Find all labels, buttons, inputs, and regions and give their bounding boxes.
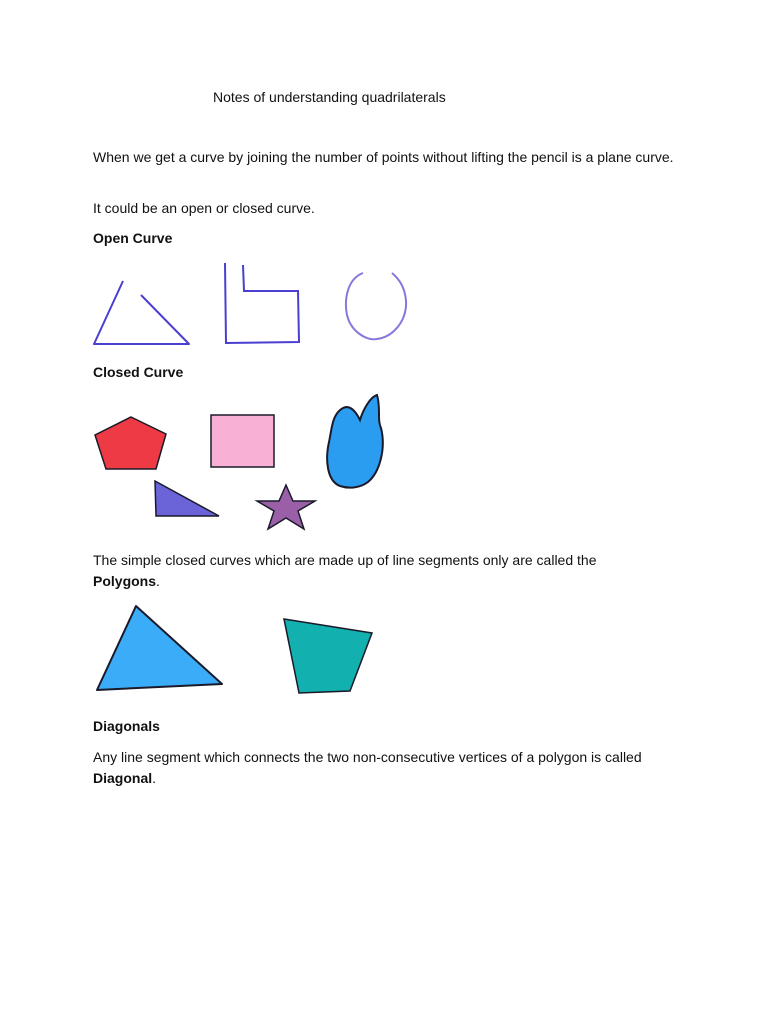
open-square-curve: [225, 263, 299, 343]
polygons-period: .: [156, 573, 160, 589]
polygon-triangle-shape: [97, 606, 222, 690]
open-triangle-curve: [94, 281, 189, 344]
open-circle-curve: [346, 273, 406, 339]
closed-curve-figures: [85, 390, 405, 540]
open-closed-sentence: It could be an open or closed curve.: [93, 200, 315, 216]
pentagon-shape: [95, 417, 166, 469]
pink-square-shape: [211, 415, 274, 467]
polygons-term: Polygons: [93, 573, 157, 589]
intro-paragraph: When we get a curve by joining the number of points without lifting the pencil is a plane curve.: [93, 149, 674, 165]
polygon-quadrilateral-shape: [284, 619, 372, 693]
polygons-text: The simple closed curves which are made up of line segments only are called the: [93, 552, 597, 568]
blue-triangle-shape: [155, 481, 219, 516]
polygons-paragraph: [93, 550, 613, 592]
polygon-figures: [85, 598, 385, 703]
open-curve-figures: [85, 255, 425, 355]
open-curve-heading: Open Curve: [93, 230, 173, 246]
diagonal-term: Diagonal: [93, 770, 153, 786]
page-title: Notes of understanding quadrilaterals: [213, 89, 446, 105]
diagonals-period: .: [152, 770, 157, 786]
star-shape: [257, 485, 315, 529]
diagonals-heading: Diagonals: [93, 718, 160, 734]
closed-curve-heading: Closed Curve: [93, 364, 184, 380]
diagonals-paragraph: [93, 747, 673, 789]
diagonals-text: Any line segment which connects the two non-consecutive vertices of a polygon is called: [93, 749, 642, 765]
blob-shape: [327, 395, 383, 488]
